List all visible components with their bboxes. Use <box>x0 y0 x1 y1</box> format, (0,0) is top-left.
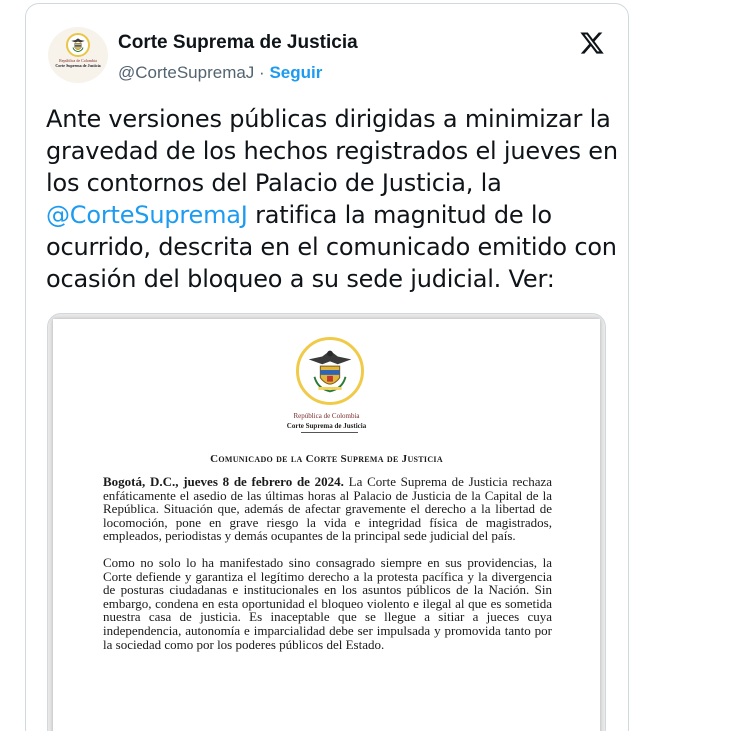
tweet-card[interactable] <box>25 3 629 731</box>
separator-dot: · <box>259 63 265 82</box>
document-heading: Comunicado de la Corte Suprema de Justicia <box>210 453 443 465</box>
communique-document <box>53 319 600 731</box>
document-court-label: Corte Suprema de Justicia <box>286 422 367 430</box>
tweet-text <box>46 103 626 295</box>
x-logo-icon[interactable] <box>579 30 605 56</box>
author-name[interactable]: Corte Suprema de Justicia <box>118 32 358 53</box>
coat-of-arms-icon <box>296 337 364 405</box>
mention-link[interactable]: @CorteSupremaJ <box>46 201 248 229</box>
tweet-text-part2: ratifica la magnitud de lo ocurrido, descrita en el comunicado emitido con ocasión del bloqueo a su sede judicial. Ver: <box>46 201 617 293</box>
author-handle-row <box>118 63 322 83</box>
author-avatar[interactable] <box>48 27 108 83</box>
document-body <box>103 475 552 664</box>
document-paragraph <box>103 475 552 543</box>
document-paragraph-2: Como no solo lo ha manifestado sino consagrado siempre en sus providencias, la Corte defiende y garantiza el legítimo derecho a la protesta pacífica y la divergencia de posturas ciudadanas e institucionales en los asuntos públicos de la Nación. Sin embargo, condena en esta oportunidad el bloqueo violento e ilegal al que es sometida nuestra casa de justicia. Es inaceptable que se llegue a sitiar a jueces cuya independencia, autonomía e imparcialidad debe ser impulsada y promovida tanto por la sociedad como por los poderes públicos del Estado. <box>103 554 552 652</box>
coat-of-arms-icon <box>66 33 90 57</box>
attached-image[interactable] <box>47 313 606 731</box>
document-republic-label: República de Colombia <box>293 412 360 420</box>
document-dateline: Bogotá, D.C., jueves 8 de febrero de 2024. <box>103 474 344 489</box>
tweet-text-part1: Ante versiones públicas dirigidas a minimizar la gravedad de los hechos registrados el jueves en los contornos del Palacio de Justicia, la <box>46 105 618 197</box>
avatar-caption-court: Corte Suprema de Justicia <box>55 63 101 68</box>
author-handle[interactable]: @CorteSupremaJ <box>118 63 255 82</box>
document-divider <box>301 432 358 433</box>
document-paragraph-1-text: La Corte Suprema de Justicia rechaza enfáticamente el asedio de las últimas horas al Palacio de Justicia de la Capital de la República. Situación que, además de afectar gravemente el derecho a la libertad de locomoción, pone en grave riesgo la vida e integridad física de magistrados, empleados, periodistas y demás ocupantes de la principal sede judicial del país. <box>103 474 553 544</box>
avatar-caption-republic: República de Colombia <box>59 58 97 63</box>
follow-button[interactable]: Seguir <box>269 63 323 82</box>
